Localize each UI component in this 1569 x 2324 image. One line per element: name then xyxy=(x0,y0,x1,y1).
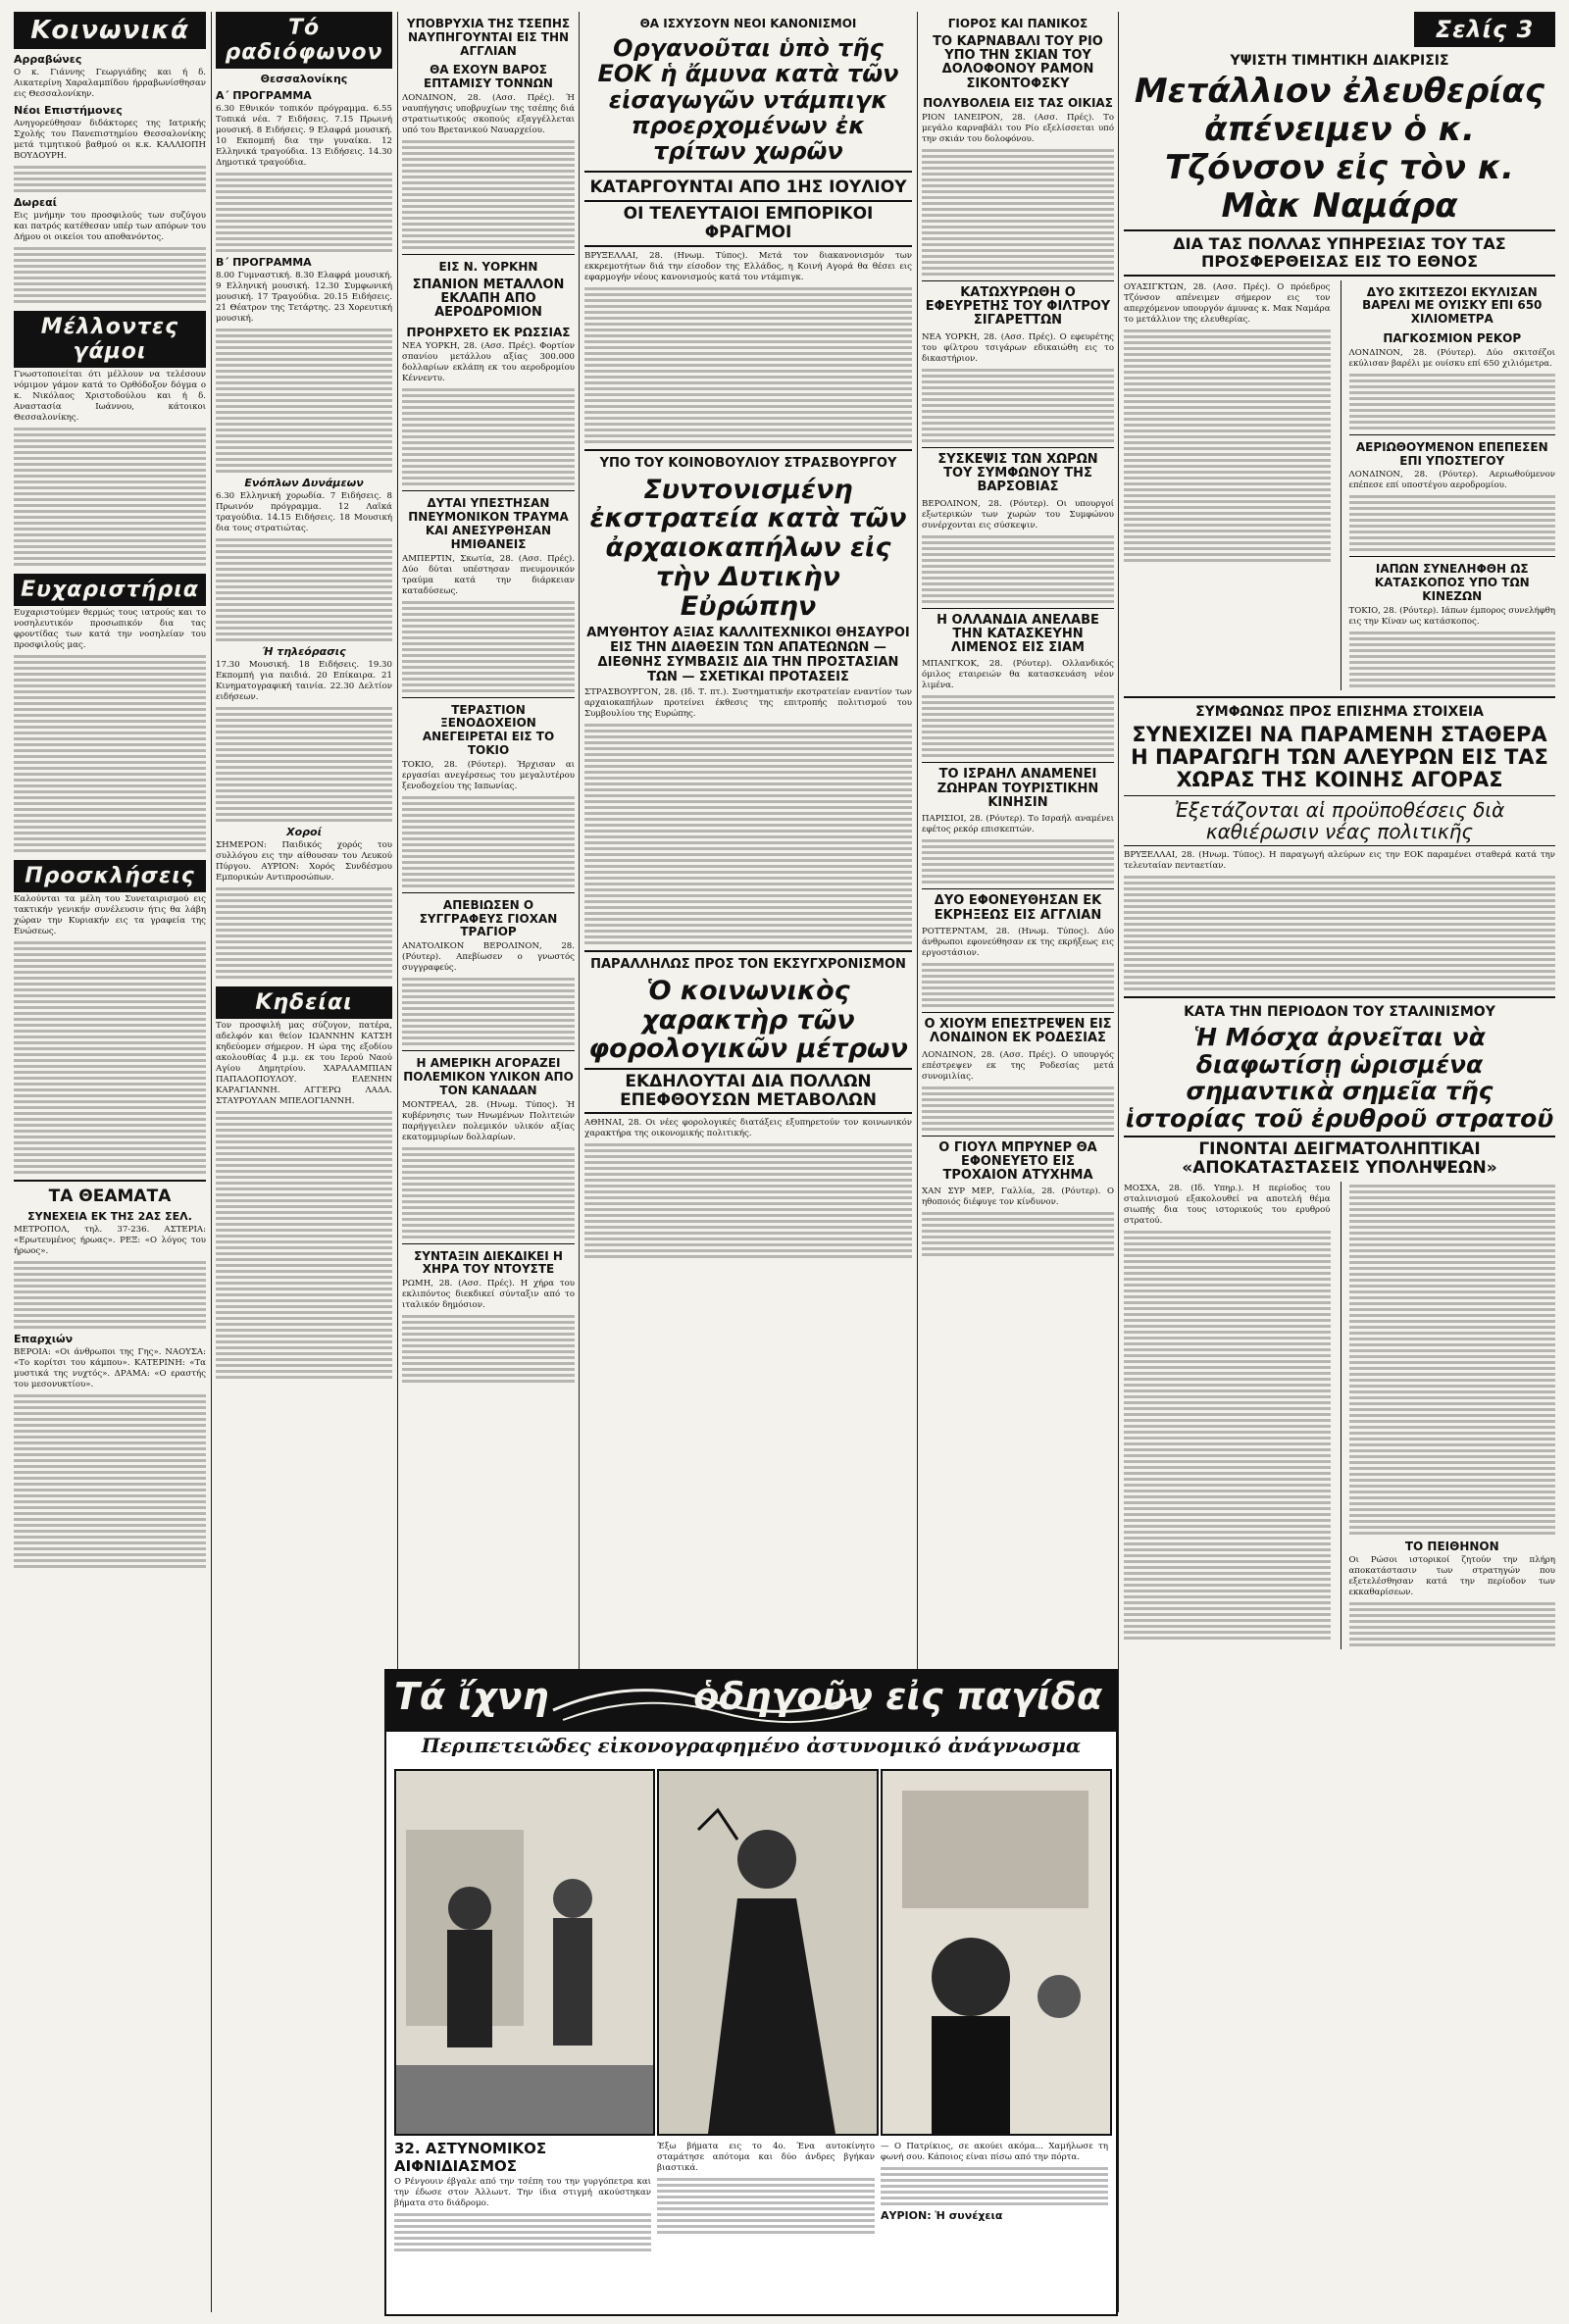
headline: ΣΥΣΚΕΨΙΣ ΤΩΝ ΧΩΡΩΝ ΤΟΥ ΣΥΜΦΩΝΟΥ ΤΗΣ ΒΑΡΣΟΒΙΑΣ xyxy=(937,451,1098,495)
text-block xyxy=(922,1212,1114,1256)
article-body: Ευχαριστούμεν θερμώς τους ιατρούς και το νοσηλευτικόν προσωπικόν δια τας φροντίδας των κατά την νοσηλείαν του προσφιλούς μας. xyxy=(14,608,206,650)
article-body: 17.30 Μουσική. 18 Ειδήσεις. 19.30 Εκπομπή για παιδιά. 20 Επίκαιρα. 21 Κινηματογραφική ταινία. 22.30 Δελτίον ειδήσεων. xyxy=(216,660,392,702)
subhead-engagements: Αρραβώνες xyxy=(14,53,82,66)
article-body: ΤΟΚΙΟ, 28. (Ρόυτερ). Ιάπων έμπορος συνελήφθη εις την Κίναν ως κατάσκοπος. xyxy=(1348,605,1555,627)
article-body: ΒΡΥΞΕΛΛΑΙ, 28. (Ηνωμ. Τύπος). Μετά τον διακανονισμόν των εκκρεμοτήτων διά την είσοδον της Ελλάδος, η Κοινή Αγορά θα θέσει εις εφαρμογήν νέους κανονισμούς κατά του ντάμπιγκ. xyxy=(584,250,912,282)
subcolumn xyxy=(1124,280,1331,690)
headline: ΠΑΡΑΛΛΗΛΩΣ ΠΡΟΣ ΤΟΝ ΕΚΣΥΓΧΡΟΝΙΣΜΟΝ xyxy=(590,956,906,972)
text-block xyxy=(394,2213,651,2251)
text-block xyxy=(922,1086,1114,1131)
headline: ΥΠΟ ΤΟΥ ΚΟΙΝΟΒΟΥΛΙΟΥ ΣΤΡΑΣΒΟΥΡΓΟΥ xyxy=(599,455,897,471)
article-body: Ανηγορεύθησαν διδάκτορες της Ιατρικής Σχολής του Πανεπιστημίου Θεσσαλονίκης μετά τιμητικού βαθμού οι κ.κ. ΚΑΛΛΙΟΠΗ ΒΟΥΔΟΥΡΗ. xyxy=(14,119,206,161)
article-body: ΛΟΝΔΙΝΟΝ, 28. (Ασσ. Πρές). Ο υπουργός επέστρεψεν εκ της Ροδεσίας μετά συνομιλίας. xyxy=(922,1049,1114,1082)
comic-caption: — Ο Πατρίκιος, σε ακούει ακόμα... Χαμήλωσε τη φωνή σου. Κάποιος είναι πίσω από την πόρτα. xyxy=(881,2142,1108,2162)
headline: ΠΡΟΗΡΧΕΤΟ ΕΚ ΡΩΣΣΙΑΣ xyxy=(406,325,571,339)
text-block xyxy=(216,538,392,641)
headline: ΤΟ ΙΣΡΑΗΛ ΑΝΑΜΕΝΕΙ ΖΩΗΡΑΝ ΤΟΥΡΙΣΤΙΚΗΝ ΚΙΝΗΣΙΝ xyxy=(936,767,1099,811)
article-body: ΡΙΟΝ ΙΑΝΕΙΡΟΝ, 28. (Ασσ. Πρές). Το μεγάλο καρναβάλι του Ρίο εξελίσσεται υπό την σκιάν του δολοφόνου. xyxy=(922,112,1114,144)
page-number-label: Σελίς 3 xyxy=(1414,12,1555,47)
comic-title-right: ὁδηγοῦν εἰς παγίδα xyxy=(693,1675,1102,1718)
headline: Ἐξετάζονται αἱ προϋποθέσεις διὰ καθιέρωσιν νέας πολιτικῆς xyxy=(1124,795,1555,846)
text-block xyxy=(216,173,392,252)
headline-flour-production: ΣΥΝΕΧΙΖΕΙ ΝΑ ΠΑΡΑΜΕΝΗ ΣΤΑΘΕΡΑ Η ΠΑΡΑΓΩΓΗ ΤΩΝ ΑΛΕΥΡΩΝ ΕΙΣ ΤΑΣ ΧΩΡΑΣ ΤΗΣ ΚΟΙΝΗΣ ΑΓΟΡΑΣ xyxy=(1131,722,1548,792)
article-body: Ο κ. Γιάννης Γεωργιάδης και ή δ. Αικατερίνη Χαραλαμπίδου ήρραβωνίσθησαν εις Θεσσαλονίκην. xyxy=(14,68,206,99)
text-block xyxy=(216,328,392,473)
headline: ΣΥΜΦΩΝΩΣ ΠΡΟΣ ΕΠΙΣΗΜΑ ΣΤΟΙΧΕΙΑ xyxy=(1195,703,1484,720)
headline: ΚΑΤΑΡΓΟΥΝΤΑΙ ΑΠΟ 1ΗΣ ΙΟΥΛΙΟΥ xyxy=(589,177,907,197)
headline: ΔΙΑ ΤΑΣ ΠΟΛΛΑΣ ΥΠΗΡΕΣΙΑΣ ΤΟΥ ΤΑΣ ΠΡΟΣΦΕΡΘΕΙΣΑΣ ΕΙΣ ΤΟ ΕΘΝΟΣ xyxy=(1124,229,1555,276)
text-block xyxy=(14,166,206,192)
article-body: Τον προσφιλή μας σύζυγον, πατέρα, αδελφόν και θείον ΙΩΑΝΝΗΝ ΚΑΤΣΗ κηδεύομεν σήμερον. Η ώρα της εξοδίου ακολουθίας 4 μ.μ. εκ του Ιερού Ναού Αγίου Δημητρίου. ΧΑΡΑΛΑΜΠΙΑΝ ΠΑΠΑΔΟΠΟΥΛΟΥ. ΕΛΕΝΗΝ ΚΑΡΑΓΙΑΝΝΗ. ΑΓΓΕΡΩ ΛΑΔΑ. ΣΤΑΥΡΟΥΛΑΝ ΜΠΕΛΟΓΙΑΝΝΗ. xyxy=(216,1021,392,1106)
comic-panel-3 xyxy=(881,1769,1112,2136)
figure-head-icon xyxy=(553,1879,592,1918)
column-world-briefs xyxy=(402,12,575,1669)
headline: ΟΙ ΤΕΛΕΥΤΑΙΟΙ ΕΜΠΟΡΙΚΟΙ ΦΡΑΓΜΟΙ xyxy=(584,200,912,246)
text-block xyxy=(584,1143,912,1258)
text-block xyxy=(1124,1231,1331,1640)
subhead-dances: Χοροί xyxy=(286,826,322,838)
headline: ΑΜΥΘΗΤΟΥ ΑΞΙΑΣ ΚΑΛΛΙΤΕΧΝΙΚΟΙ ΘΗΣΑΥΡΟΙ ΕΙΣ ΤΗΝ ΔΙΑΘΕΣΙΝ ΤΩΝ ΑΠΑΤΕΩΝΩΝ — ΔΙΕΘΝΗΣ ΣΥΜΒΑΣΙΣ ΔΙΑ ΤΗΝ ΠΡΟΣΤΑΣΙΑΝ ΤΩΝ — ΣΧΕΤΙΚΑΙ ΠΡΟΤΑΣΕΙΣ xyxy=(586,626,910,684)
headline: ΤΟ ΚΑΡΝΑΒΑΛΙ ΤΟΥ ΡΙΟ ΥΠΟ ΤΗΝ ΣΚΙΑΝ ΤΟΥ ΔΟΛΟΦΟΝΟΥ ΡΑΜΟΝ ΣΙΚΟΝΤΟΦΣΚΥ xyxy=(933,33,1103,91)
headline: ΘΑ ΕΧΟΥΝ ΒΑΡΟΣ ΕΠΤΑΜΙΣΥ ΤΟΝΝΩΝ xyxy=(424,63,553,91)
headline: ΔΥΤΑΙ ΥΠΕΣΤΗΣΑΝ ΠΝΕΥΜΟΝΙΚΟΝ ΤΡΑΥΜΑ ΚΑΙ ΑΝΕΣΥΡΘΗΣΑΝ ΗΜΙΘΑΝΕΙΣ xyxy=(408,496,569,551)
comic-panel-1-art xyxy=(396,1771,653,2134)
text-block xyxy=(402,601,575,692)
text-block xyxy=(402,796,575,887)
subhead-thessaloniki: Θεσσαλονίκης xyxy=(260,73,348,85)
article-body: ΒΕΡΟΛΙΝΟΝ, 28. (Ρόυτερ). Οι υπουργοί εξωτερικών των χωρών του Συμφώνου συνέρχονται εις σύσκεψιν. xyxy=(922,498,1114,530)
article-body: ΧΑΝ ΣΥΡ ΜΕΡ, Γαλλία, 28. (Ρόυτερ). Ο ηθοποιός διέφυγε τον κίνδυνον. xyxy=(922,1187,1114,1208)
text-block xyxy=(402,140,575,249)
comic-panel-1 xyxy=(394,1769,655,2136)
article-body: ΝΕΑ ΥΟΡΚΗ, 28. (Ασσ. Πρές). Ο εφευρέτης του φίλτρου τσιγάρων εδικαιώθη εις το δικαστήριον. xyxy=(922,331,1114,364)
article-body: ΑΜΠΕΡΤΙΝ, Σκωτία, 28. (Ασσ. Πρές). Δύο δύται υπέστησαν πνευμονικόν τραύμα κατά την διάρκειαν καταδύσεως. xyxy=(402,553,575,596)
text-block xyxy=(14,247,206,303)
headline: ΓΙΟΡΟΣ ΚΑΙ ΠΑΝΙΚΟΣ xyxy=(947,17,1088,30)
article-body: ΠΑΡΙΣΙΟΙ, 28. (Ρόυτερ). Το Ισραήλ αναμένει εφέτος ρεκόρ επισκεπτών. xyxy=(922,814,1114,835)
text-block xyxy=(216,707,392,822)
article-body: 8.00 Γυμναστική. 8.30 Ελαφρά μουσική. 9 Ελληνική μουσική. 12.30 Συμφωνική μουσική. 17 Τραγούδια. 20.15 Ειδήσεις. 21 Θέατρον της Τετάρτης. 23 Χορευτική μουσική. xyxy=(216,271,392,324)
article-body: ΜΕΤΡΟΠΟΛ, τηλ. 37-236. ΑΣΤΕΡΙΑ: «Ερωτευμένος ήρωας». ΡΕΞ: «Ο λόγος του ήρωος». xyxy=(14,1224,206,1256)
comic-caption-block xyxy=(657,2140,875,2237)
split-row xyxy=(1124,1182,1555,1650)
headline-tax-measures: Ὁ κοινωνικὸς χαρακτὴρ τῶν φορολογικῶν μέτρων xyxy=(588,975,908,1065)
section-title-funerals: Κηδείαι xyxy=(216,986,392,1019)
text-block xyxy=(1349,1185,1556,1535)
text-block xyxy=(1349,495,1556,551)
headline-moscow-red-army: Ἡ Μόσχα ἀρνεῖται νὰ διαφωτίσῃ ὡρισμένα σημαντικὰ σημεῖα τῆς ἱστορίας τοῦ ἐρυθροῦ στρατοῦ xyxy=(1125,1023,1554,1133)
subhead-new-scientists: Νέοι Επιστήμονες xyxy=(14,104,123,117)
text-block xyxy=(402,1147,575,1238)
headline: ΑΕΡΙΩΘΟΥΜΕΝΟΝ ΕΠΕΠΕΣΕΝ ΕΠΙ ΥΠΟΣΤΕΓΟΥ xyxy=(1355,439,1548,468)
subcolumn xyxy=(1124,1182,1331,1650)
headline-eec-dumping: Οργανοῦται ὑπὸ τῆς ΕΟΚ ἡ ἄμυνα κατὰ τῶν εἰσαγωγῶν ντάμπιγκ προερχομένων ἐκ τρίτων χωρῶν xyxy=(597,33,899,166)
subcolumn xyxy=(1341,1182,1556,1650)
comic-caption: Ο Ρένγουιν έβγαλε από την τσέπη του την γυργόπετρα και την έδωσε στον Άλλωντ. Την ίδια στιγμή ακούστηκαν βήματα στο διάδρομο. xyxy=(394,2177,651,2208)
text-block xyxy=(14,655,206,852)
subhead-program-b: Β΄ ΠΡΟΓΡΑΜΜΑ xyxy=(216,256,312,269)
comic-panel-2 xyxy=(657,1769,879,2136)
section-title-shows: ΤΑ ΘΕΑΜΑΤΑ xyxy=(48,1187,172,1206)
article-body: Καλούνται τα μέλη του Συνεταιρισμού εις τακτικήν γενικήν συνέλευσιν ήτις θα λάβη χώραν την Κυριακήν εις τα γραφεία της Ενώσεως. xyxy=(14,894,206,936)
article-body: ΟΥΑΣΙΓΚΤΩΝ, 28. (Ασσ. Πρές). Ο πρόεδρος Τζόνσον απένειμεν σήμερον εις τον απερχόμενον υπουργόν άμυνας κ. Μακ Ναμάρα το μετάλλιον της ελευθερίας. xyxy=(1124,281,1331,325)
section-title-society: Κοινωνικά xyxy=(14,12,206,49)
text-block xyxy=(402,1315,575,1383)
subcolumn xyxy=(1341,280,1556,690)
article-body: Εις μνήμην του προσφιλούς των συζύγου και πατρός κατέθεσαν υπέρ των απόρων του Δήμου οι οικείοι του αποθανόντος. xyxy=(14,211,206,242)
column-international xyxy=(1124,12,1555,2316)
article-body: ΛΟΝΔΙΝΟΝ, 28. (Ρόυτερ). Δύο σκιτσέζοι εκύλισαν βαρέλι με ουίσκυ επί 650 χιλιόμετρα. xyxy=(1348,347,1555,369)
column-society xyxy=(14,12,206,2316)
headline: ΚΑΤΩΧΥΡΩΘΗ Ο ΕΦΕΥΡΕΤΗΣ ΤΟΥ ΦΙΛΤΡΟΥ ΣΙΓΑΡΕΤΤΩΝ xyxy=(925,284,1111,328)
column-radio xyxy=(216,12,392,1679)
comic-banner xyxy=(386,1671,1116,1732)
text-block xyxy=(922,535,1114,603)
article-body: ΡΟΤΤΕΡΝΤΑΜ, 28. (Ηνωμ. Τύπος). Δύο άνθρωποι εφονεύθησαν εκ της εκρήξεως εις εργοστάσιον. xyxy=(922,926,1114,958)
figure-head-icon xyxy=(932,1938,1010,2016)
comic-caption-block xyxy=(394,2140,651,2254)
subhead-provinces: Επαρχιών xyxy=(14,1332,74,1345)
article-body: ΡΩΜΗ, 28. (Ασσ. Πρές). Η χήρα του εκλιπόντος διεκδικεί σύνταξιν από το ιταλικόν δημόσιον. xyxy=(402,1279,575,1311)
article-body: ΑΘΗΝΑΙ, 28. Οι νέες φορολογικές διατάξεις εξυπηρετούν τον κοινωνικόν χαρακτήρα της οικονομικής πολιτικής. xyxy=(584,1118,912,1139)
article-body: ΒΕΡΟΙΑ: «Οι άνθρωποι της Γης». ΝΑΟΥΣΑ: «Το κορίτσι του κάμπου». ΚΑΤΕΡΙΝΗ: «Τα μυστικά της νυχτός». ΔΡΑΜΑ: «Ο εραστής του μεσονυκτίου». xyxy=(14,1346,206,1389)
column-news-briefs xyxy=(922,12,1114,1669)
text-block xyxy=(14,941,206,1174)
headline: ΤΟ ΠΕΙΘΗΝΟΝ xyxy=(1404,1539,1499,1553)
headline-medal-mcnamara: Μετάλλιον ἐλευθερίας ἀπένειμεν ὁ κ. Τζόνσον εἰς τὸν κ. Μὰκ Ναμάρα xyxy=(1134,72,1545,227)
article-body: ΣΗΜΕΡΟΝ: Παιδικός χορός του συλλόγου εις την αίθουσαν του Λευκού Πύργου. ΑΥΡΙΟΝ: Χορός Συνδέσμου Εμπορικών Αντιπροσώπων. xyxy=(216,840,392,883)
headline: ΣΠΑΝΙΟΝ ΜΕΤΑΛΛΟΝ ΕΚΛΑΠΗ ΑΠΟ ΑΕΡΟΔΡΟΜΙΟΝ xyxy=(412,277,565,321)
subhead-television: Ή τηλεόρασις xyxy=(262,645,346,658)
headline: ΔΥΟ ΕΦΟΝΕΥΘΗΣΑΝ ΕΚ ΕΚΡΗΞΕΩΣ ΕΙΣ ΑΓΓΛΙΑΝ xyxy=(934,893,1102,923)
text-block xyxy=(14,428,206,566)
section-title-thanks: Ευχαριστήρια xyxy=(14,574,206,606)
headline: Ο ΧΙΟΥΜ ΕΠΕΣΤΡΕΨΕΝ ΕΙΣ ΛΟΝΔΙΝΟΝ ΕΚ ΡΟΔΕΣΙΑΣ xyxy=(924,1016,1112,1046)
headline: ΥΠΟΒΡΥΧΙΑ ΤΗΣ ΤΣΕΠΗΣ ΝΑΥΠΗΓΟΥΝΤΑΙ ΕΙΣ ΤΗΝ ΑΓΓΛΙΑΝ xyxy=(406,17,571,58)
headline: ΠΟΛΥΒΟΛΕΙΑ ΕΙΣ ΤΑΣ ΟΙΚΙΑΣ xyxy=(923,95,1113,110)
headline: ΤΕΡΑΣΤΙΟΝ ΞΕΝΟΔΟΧΕΙΟΝ ΑΝΕΓΕΙΡΕΤΑΙ ΕΙΣ ΤΟ ΤΟΚΙΟ xyxy=(422,702,555,758)
figure-body-icon xyxy=(447,1930,492,2047)
article-body: Οι Ρώσοι ιστορικοί ζητούν την πλήρη αποκατάστασιν των στρατηγών που εξετελέσθησαν κατά την περίοδον των εκκαθαρίσεων. xyxy=(1348,1555,1555,1598)
floor-icon xyxy=(396,2065,653,2134)
article-body: ΑΝΑΤΟΛΙΚΟΝ ΒΕΡΟΛΙΝΟΝ, 28. (Ρόυτερ). Απεβίωσεν ο γνωστός συγγραφεύς. xyxy=(402,941,575,974)
split-row xyxy=(1124,280,1555,690)
article-body: ΜΟΝΤΡΕΑΛ, 28. (Ηνωμ. Τύπος). Ή κυβέρνησις των Ηνωμένων Πολιτειών παρήγγειλεν πολεμικόν υλικόν αξίας εκατομμυρίων δολλαρίων. xyxy=(402,1099,575,1142)
section-title-weddings: Μέλλοντες γάμοι xyxy=(14,311,206,368)
headline: ΘΑ ΙΣΧΥΣΟΥΝ ΝΕΟΙ ΚΑΝΟΝΙΣΜΟΙ xyxy=(639,17,857,30)
comic-title-left: Τά ἴχνη xyxy=(394,1675,549,1718)
comic-episode-title: 32. ΑΣΤΥΝΟΜΙΚΟΣ ΑΙΦΝΙΔΙΑΣΜΟΣ xyxy=(394,2140,547,2175)
text-block xyxy=(1349,632,1556,687)
headline: ΣΥΝΤΑΞΙΝ ΔΙΕΚΔΙΚΕΙ Η ΧΗΡΑ ΤΟΥ ΝΤΟΥΣΤΕ xyxy=(414,1248,563,1277)
figure-head-icon xyxy=(448,1887,491,1930)
text-block xyxy=(922,839,1114,884)
headline: ΓΙΝΟΝΤΑΙ ΔΕΙΓΜΑΤΟΛΗΠΤΙΚΑΙ «ΑΠΟΚΑΤΑΣΤΑΣΕΙΣ ΥΠΟΛΗΨΕΩΝ» xyxy=(1124,1136,1555,1177)
text-block xyxy=(881,2167,1108,2205)
subhead-donations: Δωρεαί xyxy=(14,196,57,209)
article-body: 6.30 Ελληνική χορωδία. 7 Ειδήσεις. 8 Πρωινόν πρόγραμμα. 12 Λαϊκά τραγούδια. 14.15 Ειδήσεις. 18 Μουσική δια τους στρατιώτας. xyxy=(216,491,392,533)
figure-body-icon xyxy=(553,1918,592,2046)
article-body: 6.30 Εθνικόν τοπικόν πρόγραμμα. 6.55 Τοπικά νέα. 7 Ειδήσεις. 7.15 Πρωινή μουσική. 8 Ειδήσεις. 9 Ελαφρά μουσική. 10 Εκπομπή δια την γυναίκα. 12 Ελληνικά τραγούδια. 13 Ειδήσεις. 14.30 Δημοτικά τραγούδια. xyxy=(216,104,392,168)
shows-continued: ΣΥΝΕΧΕΙΑ ΕΚ ΤΗΣ 2ΑΣ ΣΕΛ. xyxy=(27,1209,192,1223)
section-title-invitations: Προσκλήσεις xyxy=(14,860,206,892)
text-block xyxy=(584,287,912,443)
subhead-program-a: Α΄ ΠΡΟΓΡΑΜΜΑ xyxy=(216,89,312,102)
text-block xyxy=(14,1394,206,1568)
comic-continued: ΑΥΡΙΟΝ: Ἡ συνέχεια xyxy=(881,2209,1003,2222)
headline: ΠΑΓΚΟΣΜΙΟΝ ΡΕΚΟΡ xyxy=(1383,331,1522,346)
headline: ΚΑΤΑ ΤΗΝ ΠΕΡΙΟΔΟΝ ΤΟΥ ΣΤΑΛΙΝΙΣΜΟΥ xyxy=(1184,1004,1495,1021)
article-body: ΜΟΣΧΑ, 28. (Ιδ. Υπηρ.). Η περίοδος του σταλινισμού εξακολουθεί να αποτελή θέμα σιωπής δια τους ιστορικούς του ερυθρού στρατού. xyxy=(1124,1183,1331,1226)
comic-panel-2-art xyxy=(659,1771,877,2134)
article-body: ΣΤΡΑΣΒΟΥΡΓΟΝ, 28. (Ιδ. Τ. πτ.). Συστηματικήν εκστρατείαν εναντίον των αρχαιοκαπήλων προτείνει έκθεσις της επιτροπής πολιτισμού του Συμβουλίου της Ευρώπης. xyxy=(584,686,912,719)
window-icon xyxy=(902,1791,1088,1908)
headline: Η ΟΛΛΑΝΔΙΑ ΑΝΕΛΑΒΕ ΤΗΝ ΚΑΤΑΣΚΕΥΗΝ ΛΙΜΕΝΟΣ ΕΙΣ ΣΙΑΜ xyxy=(936,612,1099,656)
figure-head-icon xyxy=(1038,1975,1081,2018)
article-body: ΛΟΝΔΙΝΟΝ, 28. (Ρόυτερ). Αεριωθούμενον επέπεσε επί υποστέγου αεροδρομίου. xyxy=(1348,470,1555,491)
headline: ΕΚΔΗΛΟΥΤΑΙ ΔΙΑ ΠΟΛΛΩΝ ΕΠΕΦΘΟΥΣΩΝ ΜΕΤΑΒΟΛΩΝ xyxy=(584,1068,912,1114)
text-block xyxy=(216,1111,392,1379)
comic-caption: Έξω βήματα εις το 4ο. Ένα αυτοκίνητο σταμάτησε απότομα και δύο άνδρες βγήκαν βιαστικά. xyxy=(657,2142,875,2173)
comic-subtitle: Περιπετειῶδες εἰκονογραφημένο ἀστυνομικό ἀνάγνωσμα xyxy=(421,1734,1082,1757)
subhead-armed-forces: Ενόπλων Δυνάμεων xyxy=(244,477,364,489)
headline: ΕΙΣ Ν. ΥΟΡΚΗΝ xyxy=(438,259,538,274)
headline: ΙΑΠΩΝ ΣΥΝΕΛΗΦΘΗ ΩΣ ΚΑΤΑΣΚΟΠΟΣ ΥΠΟ ΤΩΝ ΚΙΝΕΖΩΝ xyxy=(1374,562,1530,604)
section-title-radio: Τό ραδιόφωνον xyxy=(216,12,392,69)
article-body: ΛΟΝΔΙΝΟΝ, 28. (Ασσ. Πρές). Ή ναυπήγησις υποβρυχίων της τσέπης διά στρατιωτικούς σκοπούς εξαγγέλλεται υπό του Βρετανικού Ναυαρχείου. xyxy=(402,92,575,135)
headline: ΑΠΕΒΙΩΣΕΝ Ο ΣΥΓΓΡΑΦΕΥΣ ΓΙΟΧΑΝ ΤΡΑΓΙΟΡ xyxy=(419,897,558,939)
article-body: ΒΡΥΞΕΛΛΑΙ, 28. (Ηνωμ. Τύπος). Η παραγωγή αλεύρων εις την ΕΟΚ παραμένει σταθερά κατά την τελευταίαν πενταετίαν. xyxy=(1124,850,1555,872)
text-block xyxy=(1124,329,1331,562)
text-block xyxy=(922,963,1114,1007)
column-eec xyxy=(584,12,912,1669)
headline: Η ΑΜΕΡΙΚΗ ΑΓΟΡΑΖΕΙ ΠΟΛΕΜΙΚΟΝ ΥΛΙΚΟΝ ΑΠΟ ΤΟΝ ΚΑΝΑΔΑΝ xyxy=(403,1056,574,1097)
text-block xyxy=(922,149,1114,276)
article-body: ΤΟΚΙΟ, 28. (Ρόυτερ). Ήρχισαν αι εργασίαι ανεγέρσεως του μεγαλυτέρου ξενοδοχείου της Ιαπωνίας. xyxy=(402,759,575,791)
figure-body-icon xyxy=(932,2016,1010,2134)
text-block xyxy=(402,388,575,485)
text-block xyxy=(657,2178,875,2234)
page-header xyxy=(1124,12,1555,47)
column-rule xyxy=(211,12,212,2312)
text-block xyxy=(14,1261,206,1329)
text-block xyxy=(402,978,575,1045)
text-block xyxy=(922,369,1114,442)
column-rule xyxy=(1118,12,1119,2312)
comic-caption-block xyxy=(881,2140,1108,2224)
headline: Ο ΓΙΟΥΛ ΜΠΡΥΝΕΡ ΘΑ ΕΦΟΝΕΥΕΤΟ ΕΙΣ ΤΡΟΧΑΙΟΝ ΑΤΥΧΗΜΑ xyxy=(938,1139,1097,1184)
text-block xyxy=(216,887,392,979)
text-block xyxy=(1349,374,1556,429)
comic-strip xyxy=(384,1669,1118,2316)
headline-antiquities: Συντονισμένη ἐκστρατεία κατὰ τῶν ἀρχαιοκαπήλων εἰς τὴν Δυτικὴν Εὐρώπην xyxy=(589,474,907,622)
figure-head-icon xyxy=(737,1830,796,1889)
article-body: ΜΠΑΝΓΚΟΚ, 28. (Ρόυτερ). Ολλανδικός όμιλος εταιρειών θα κατασκευάση νέον λιμένα. xyxy=(922,659,1114,691)
headline: ΥΨΙΣΤΗ ΤΙΜΗΤΙΚΗ ΔΙΑΚΡΙΣΙΣ xyxy=(1230,53,1449,69)
article-body: ΝΕΑ ΥΟΡΚΗ, 28. (Ασσ. Πρές). Φορτίον σπανίου μετάλλου αξίας 300.000 δολλαρίων εκλάπη εκ του αεροδρομίου Κέννεντυ. xyxy=(402,341,575,384)
article-body: Γνωστοποιείται ότι μέλλουν να τελέσουν νόμιμον γάμον κατά το Ορθόδοξον δόγμα ο κ. Νικόλαος Χριστοδούλου και ή δ. Αναστασία Ιωάννου, κάτοικοι Θεσσαλονίκης. xyxy=(14,370,206,423)
text-block xyxy=(1124,876,1555,990)
text-block xyxy=(584,724,912,944)
headline: ΔΥΟ ΣΚΙΤΣΕΖΟΙ ΕΚΥΛΙΣΑΝ ΒΑΡΕΛΙ ΜΕ ΟΥΙΣΚΥ ΕΠΙ 650 ΧΙΛΙΟΜΕΤΡΑ xyxy=(1362,284,1543,327)
text-block xyxy=(1349,1602,1556,1646)
text-block xyxy=(922,695,1114,757)
comic-panel-3-art xyxy=(883,1771,1110,2134)
